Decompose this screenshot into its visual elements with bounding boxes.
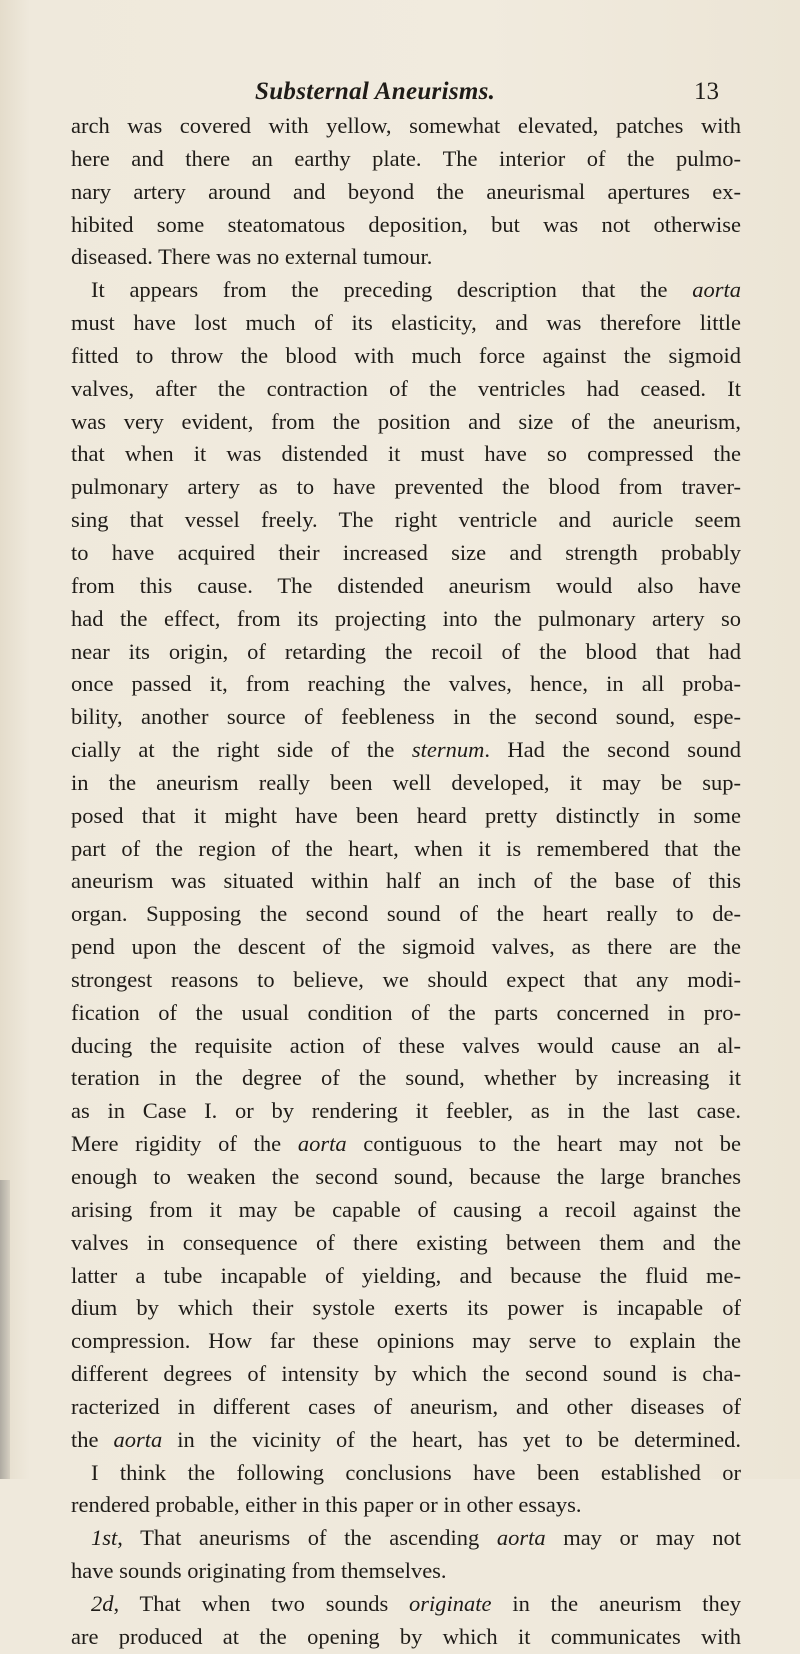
text-line [71, 1457, 741, 1490]
italic-term: aorta [113, 1426, 163, 1452]
text-line [71, 1194, 741, 1227]
text-line [71, 1621, 741, 1654]
text-segment: in the aneurism they [491, 1590, 741, 1616]
text-segment: arising from it may be capable of causing a recoil against the [71, 1196, 741, 1222]
text-segment: had the effect, from its projecting into the pulmonary artery so [71, 605, 741, 631]
text-line [71, 1095, 741, 1128]
text-line [71, 307, 741, 340]
text-line [71, 833, 741, 866]
text-line [71, 471, 741, 504]
text-segment: fitted to throw the blood with much force against the sigmoid [71, 342, 741, 368]
text-segment: organ. Supposing the second sound of the heart really to de- [71, 901, 741, 927]
text-segment: cially at the right side of the [71, 737, 412, 763]
text-segment: latter a tube incapable of yielding, and because the fluid me- [71, 1262, 741, 1288]
text-segment: once passed it, from reaching the valves, hence, in all proba- [71, 671, 741, 697]
text-line [71, 1292, 741, 1325]
text-segment: , That when two sounds [113, 1590, 410, 1616]
text-line [71, 1424, 741, 1457]
text-segment: have sounds originating from themselves. [71, 1558, 447, 1584]
text-line [71, 865, 741, 898]
text-segment: arch was covered with yellow, somewhat elevated, patches with [71, 113, 741, 138]
text-line [71, 209, 741, 242]
text-segment: bility, another source of feebleness in the second sound, espe- [71, 704, 741, 730]
text-line [71, 241, 741, 274]
binding-gutter-shadow [0, 1180, 10, 1479]
italic-term: 2d [91, 1590, 114, 1616]
text-segment: are produced at the opening by which it communicates with [71, 1623, 741, 1649]
text-segment: valves, after the contraction of the ventricles had ceased. It [71, 375, 741, 401]
text-segment: fication of the usual condition of the parts concerned in pro- [71, 999, 741, 1025]
text-line [71, 1588, 741, 1621]
text-segment: aneurism was situated within half an inch of the base of this [71, 868, 741, 894]
body-text [71, 110, 741, 1654]
italic-term: originate [409, 1590, 492, 1616]
text-line [71, 406, 741, 439]
page-number: 13 [694, 78, 719, 105]
text-line [71, 1489, 741, 1522]
text-line [71, 668, 741, 701]
text-segment: compression. How far these opinions may serve to explain the [71, 1328, 741, 1354]
text-line [71, 1062, 741, 1095]
text-segment: in the vicinity of the heart, has yet to be determined. [162, 1426, 741, 1452]
text-segment: ducing the requisite action of these valves would cause an al- [71, 1032, 741, 1058]
running-title: Substernal Aneurisms. [255, 78, 496, 105]
text-segment: strongest reasons to believe, we should expect that any modi- [71, 966, 741, 992]
text-line [71, 1522, 741, 1555]
text-segment: may or may not [545, 1525, 741, 1551]
text-line [71, 110, 741, 143]
text-segment: posed that it might have been heard pretty distinctly in some [71, 802, 741, 828]
text-line [71, 1128, 741, 1161]
text-segment: in the aneurism really been well developed, it may be sup- [71, 769, 741, 795]
text-segment: It appears from the preceding description that the [91, 277, 693, 303]
text-segment: enough to weaken the second sound, because the large branches [71, 1164, 741, 1189]
text-line [71, 1555, 741, 1588]
text-segment: that when it was distended it must have so compressed the [71, 441, 741, 467]
text-segment: here and there an earthy plate. The interior of the pulmo- [71, 145, 741, 171]
text-segment: as in Case I. or by rendering it feebler, as in the last case. [71, 1098, 741, 1124]
text-segment: part of the region of the heart, when it is remembered that the [71, 835, 741, 861]
text-segment: , That aneurisms of the ascending [117, 1525, 497, 1551]
italic-term: aorta [692, 277, 741, 303]
italic-term: aorta [297, 1131, 347, 1157]
text-line [71, 176, 741, 209]
text-segment: near its origin, of retarding the recoil of the blood that had [71, 638, 741, 664]
italic-term: aorta [496, 1525, 546, 1551]
text-line [71, 997, 741, 1030]
text-segment: pend upon the descent of the sigmoid valves, as there are the [71, 934, 741, 960]
text-line [71, 964, 741, 997]
text-segment: rendered probable, either in this paper or in other essays. [71, 1492, 582, 1518]
text-segment: hibited some steatomatous deposition, but was not otherwise [71, 211, 741, 237]
text-segment: diseased. There was no external tumour. [71, 244, 433, 270]
text-line [71, 603, 741, 636]
text-segment: racterized in different cases of aneurism, and other diseases of [71, 1393, 741, 1419]
text-segment: . Had the second sound [484, 737, 741, 763]
text-segment: different degrees of intensity by which the second sound is cha- [71, 1361, 741, 1387]
text-line [71, 931, 741, 964]
italic-term: 1st [91, 1525, 118, 1551]
text-line [71, 898, 741, 931]
text-line [71, 340, 741, 373]
text-line [71, 570, 741, 603]
text-line [71, 767, 741, 800]
text-segment: I think the following conclusions have been established or [91, 1459, 741, 1485]
text-segment: pulmonary artery as to have prevented the blood from traver- [71, 474, 741, 500]
text-segment: teration in the degree of the sound, whether by increasing it [71, 1065, 741, 1091]
text-line [71, 636, 741, 669]
text-line [71, 1391, 741, 1424]
text-line [71, 1227, 741, 1260]
text-line [71, 1161, 741, 1194]
page-header [0, 60, 800, 110]
text-line [71, 1358, 741, 1391]
text-segment: was very evident, from the position and size of the aneurism, [71, 408, 741, 434]
text-line [71, 274, 741, 307]
text-line [71, 438, 741, 471]
text-line [71, 373, 741, 406]
text-line [71, 800, 741, 833]
text-segment: contiguous to the heart may not be [346, 1131, 741, 1157]
text-segment: Mere rigidity of the [71, 1131, 298, 1157]
text-segment: from this cause. The distended aneurism would also have [71, 572, 741, 598]
text-line [71, 537, 741, 570]
text-segment: dium by which their systole exerts its power is incapable of [71, 1295, 741, 1321]
text-line [71, 143, 741, 176]
text-segment: the [71, 1426, 114, 1452]
text-line [71, 504, 741, 537]
text-segment: sing that vessel freely. The right ventricle and auricle seem [71, 507, 741, 533]
text-line [71, 701, 741, 734]
text-segment: to have acquired their increased size and strength probably [71, 539, 741, 565]
text-line [71, 1325, 741, 1358]
text-line [71, 1260, 741, 1293]
italic-term: sternum [411, 737, 485, 763]
text-segment: valves in consequence of there existing between them and the [71, 1229, 741, 1255]
text-segment: nary artery around and beyond the aneurismal apertures ex- [71, 178, 741, 204]
text-line [71, 1030, 741, 1063]
text-segment: must have lost much of its elasticity, and was therefore little [71, 310, 741, 336]
text-line [71, 734, 741, 767]
